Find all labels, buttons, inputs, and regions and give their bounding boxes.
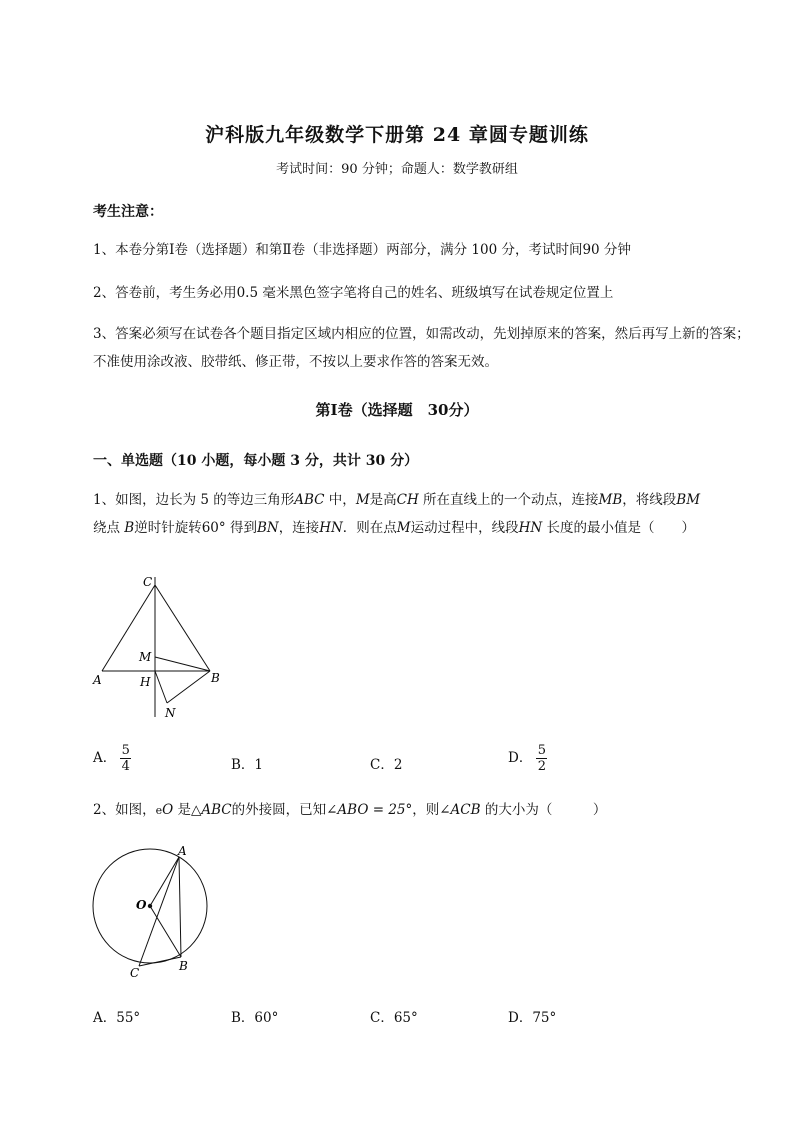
notice-heading: 考生注意： [93,204,163,220]
notice-item-2: 2、答卷前，考生务必用0.5 毫米黑色签字笔将自己的姓名、班级填写在试卷规定位置上 [93,285,614,301]
label-c: C [130,966,140,980]
q2-option-a[interactable]: A．55° [93,1010,141,1026]
segment-mb [155,657,210,671]
q1-option-b[interactable]: B．1 [231,757,264,773]
q1-option-a[interactable]: A． $\frac{5}{4}$ [93,743,130,774]
question-2-line-1: 2、如图，eO 是△ABC的外接圆，已知∠ABO = 25°，则∠ACB 的大小为（ ） [93,802,607,818]
label-b: B [179,959,188,973]
q1-option-c[interactable]: C．2 [370,757,403,773]
side-bc [155,585,210,671]
exam-info: 考试时间：90 分钟；命题人：数学教研组 [276,162,518,177]
label-o: O [136,898,147,912]
segment-ob [150,906,181,957]
q2-option-d[interactable]: D．75° [508,1010,557,1026]
part-heading: 一、单选题（10 小题，每小题 3 分，共计 30 分） [93,453,419,469]
label-a: A [93,673,102,687]
question-1-line-1: 1、如图，边长为 5 的等边三角形ABC 中，M是高CH 所在直线上的一个动点，连接MB，将线段BM [93,492,701,508]
side-ab [179,857,181,957]
segment-bn [167,671,210,703]
q2-option-b[interactable]: B．60° [231,1010,279,1026]
q1-option-d[interactable]: D． $\frac{5}{2}$ [508,743,546,774]
segment-hn [155,671,167,703]
notice-item-1: 1、本卷分第Ⅰ卷（选择题）和第Ⅱ卷（非选择题）两部分，满分 100 分，考试时间90 分钟 [93,242,631,258]
label-a: A [178,844,187,858]
segment-oa [150,857,179,906]
question-1-figure [85,565,235,725]
question-2-figure [85,840,225,980]
center-point [148,904,152,908]
label-h: H [140,675,151,689]
fraction: $\frac{5}{2}$ [537,743,546,774]
page-title: 沪科版九年级数学下册第 24 章圆专题训练 [205,124,589,146]
notice-item-3: 3、答案必须写在试卷各个题目指定区域内相应的位置，如需改动，先划掉原来的答案，然后再写上新的答案；不准使用涂改液、胶带纸、修正带，不按以上要求作答的答案无效。 [93,326,750,370]
side-cb [139,957,181,966]
q2-option-c[interactable]: C．65° [370,1010,418,1026]
label-c: C [143,575,153,589]
question-1-line-2: 绕点 B逆时针旋转60° 得到BN，连接HN．则在点M运动过程中，线段HN 长度的最小值是（ ） [93,520,695,536]
label-b: B [211,671,220,685]
fraction: $\frac{5}{4}$ [121,743,130,774]
label-n: N [165,706,176,720]
section-title: 第Ⅰ卷（选择题 30分） [315,401,479,419]
label-m: M [139,650,152,664]
